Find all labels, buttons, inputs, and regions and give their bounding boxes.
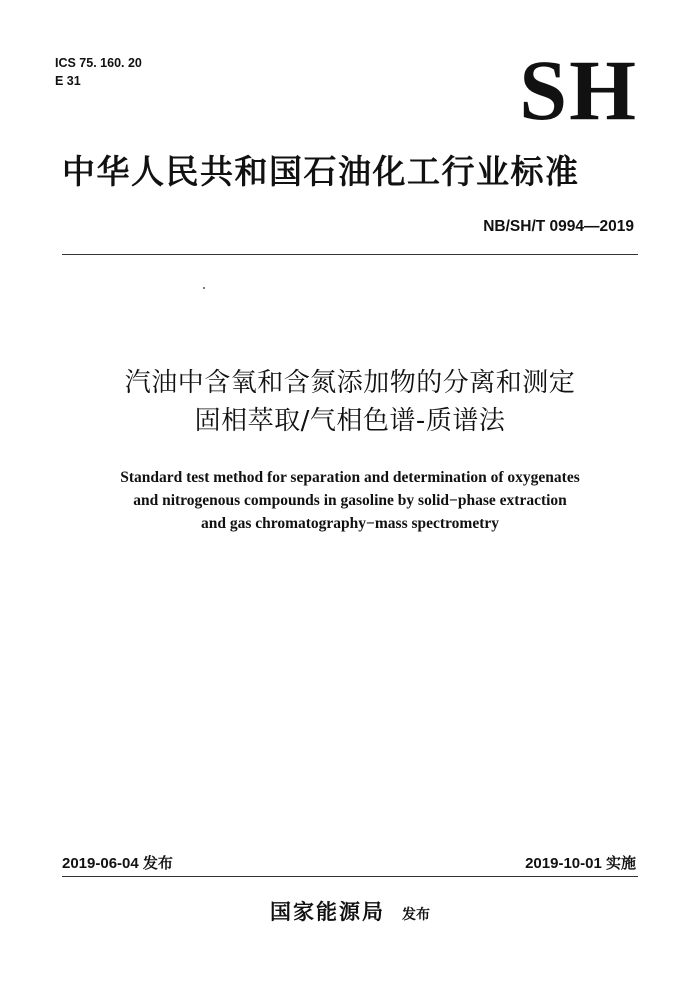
english-title [0,466,700,535]
classification-codes [55,54,142,90]
implementation-date-line [525,852,636,873]
implementation-date: 2019-10-01 [525,855,602,872]
bottom-divider [62,876,638,877]
issue-date-line [62,852,173,873]
issue-date: 2019-06-04 [62,855,139,872]
chinese-title [0,364,700,440]
english-title-line-3: and gas chromatography−mass spectrometry [200,515,499,532]
issuer-name: 国家能源局 [269,900,385,924]
issuing-standard-title: 中华人民共和国石油化工行业标准 [62,152,580,191]
chinese-title-line-2: 固相萃取/气相色谱-质谱法 [194,406,506,436]
ccs-code: E 31 [55,74,81,88]
issuer-line [0,896,700,926]
sh-logo: SH [519,42,638,138]
issuer-label: 发布 [402,907,431,923]
top-divider [62,254,638,255]
issue-label: 发布 [142,854,173,872]
english-title-line-1: Standard test method for separation and determination of oxygenates [120,469,580,486]
standard-number: NB/SH/T 0994—2019 [483,218,634,235]
scan-speck [203,287,205,289]
english-title-line-2: and nitrogenous compounds in gasoline by solid−phase extraction [133,492,567,509]
implementation-label: 实施 [605,854,636,872]
chinese-title-line-1: 汽油中含氧和含氮添加物的分离和测定 [124,368,576,398]
ics-code: ICS 75. 160. 20 [55,56,142,70]
